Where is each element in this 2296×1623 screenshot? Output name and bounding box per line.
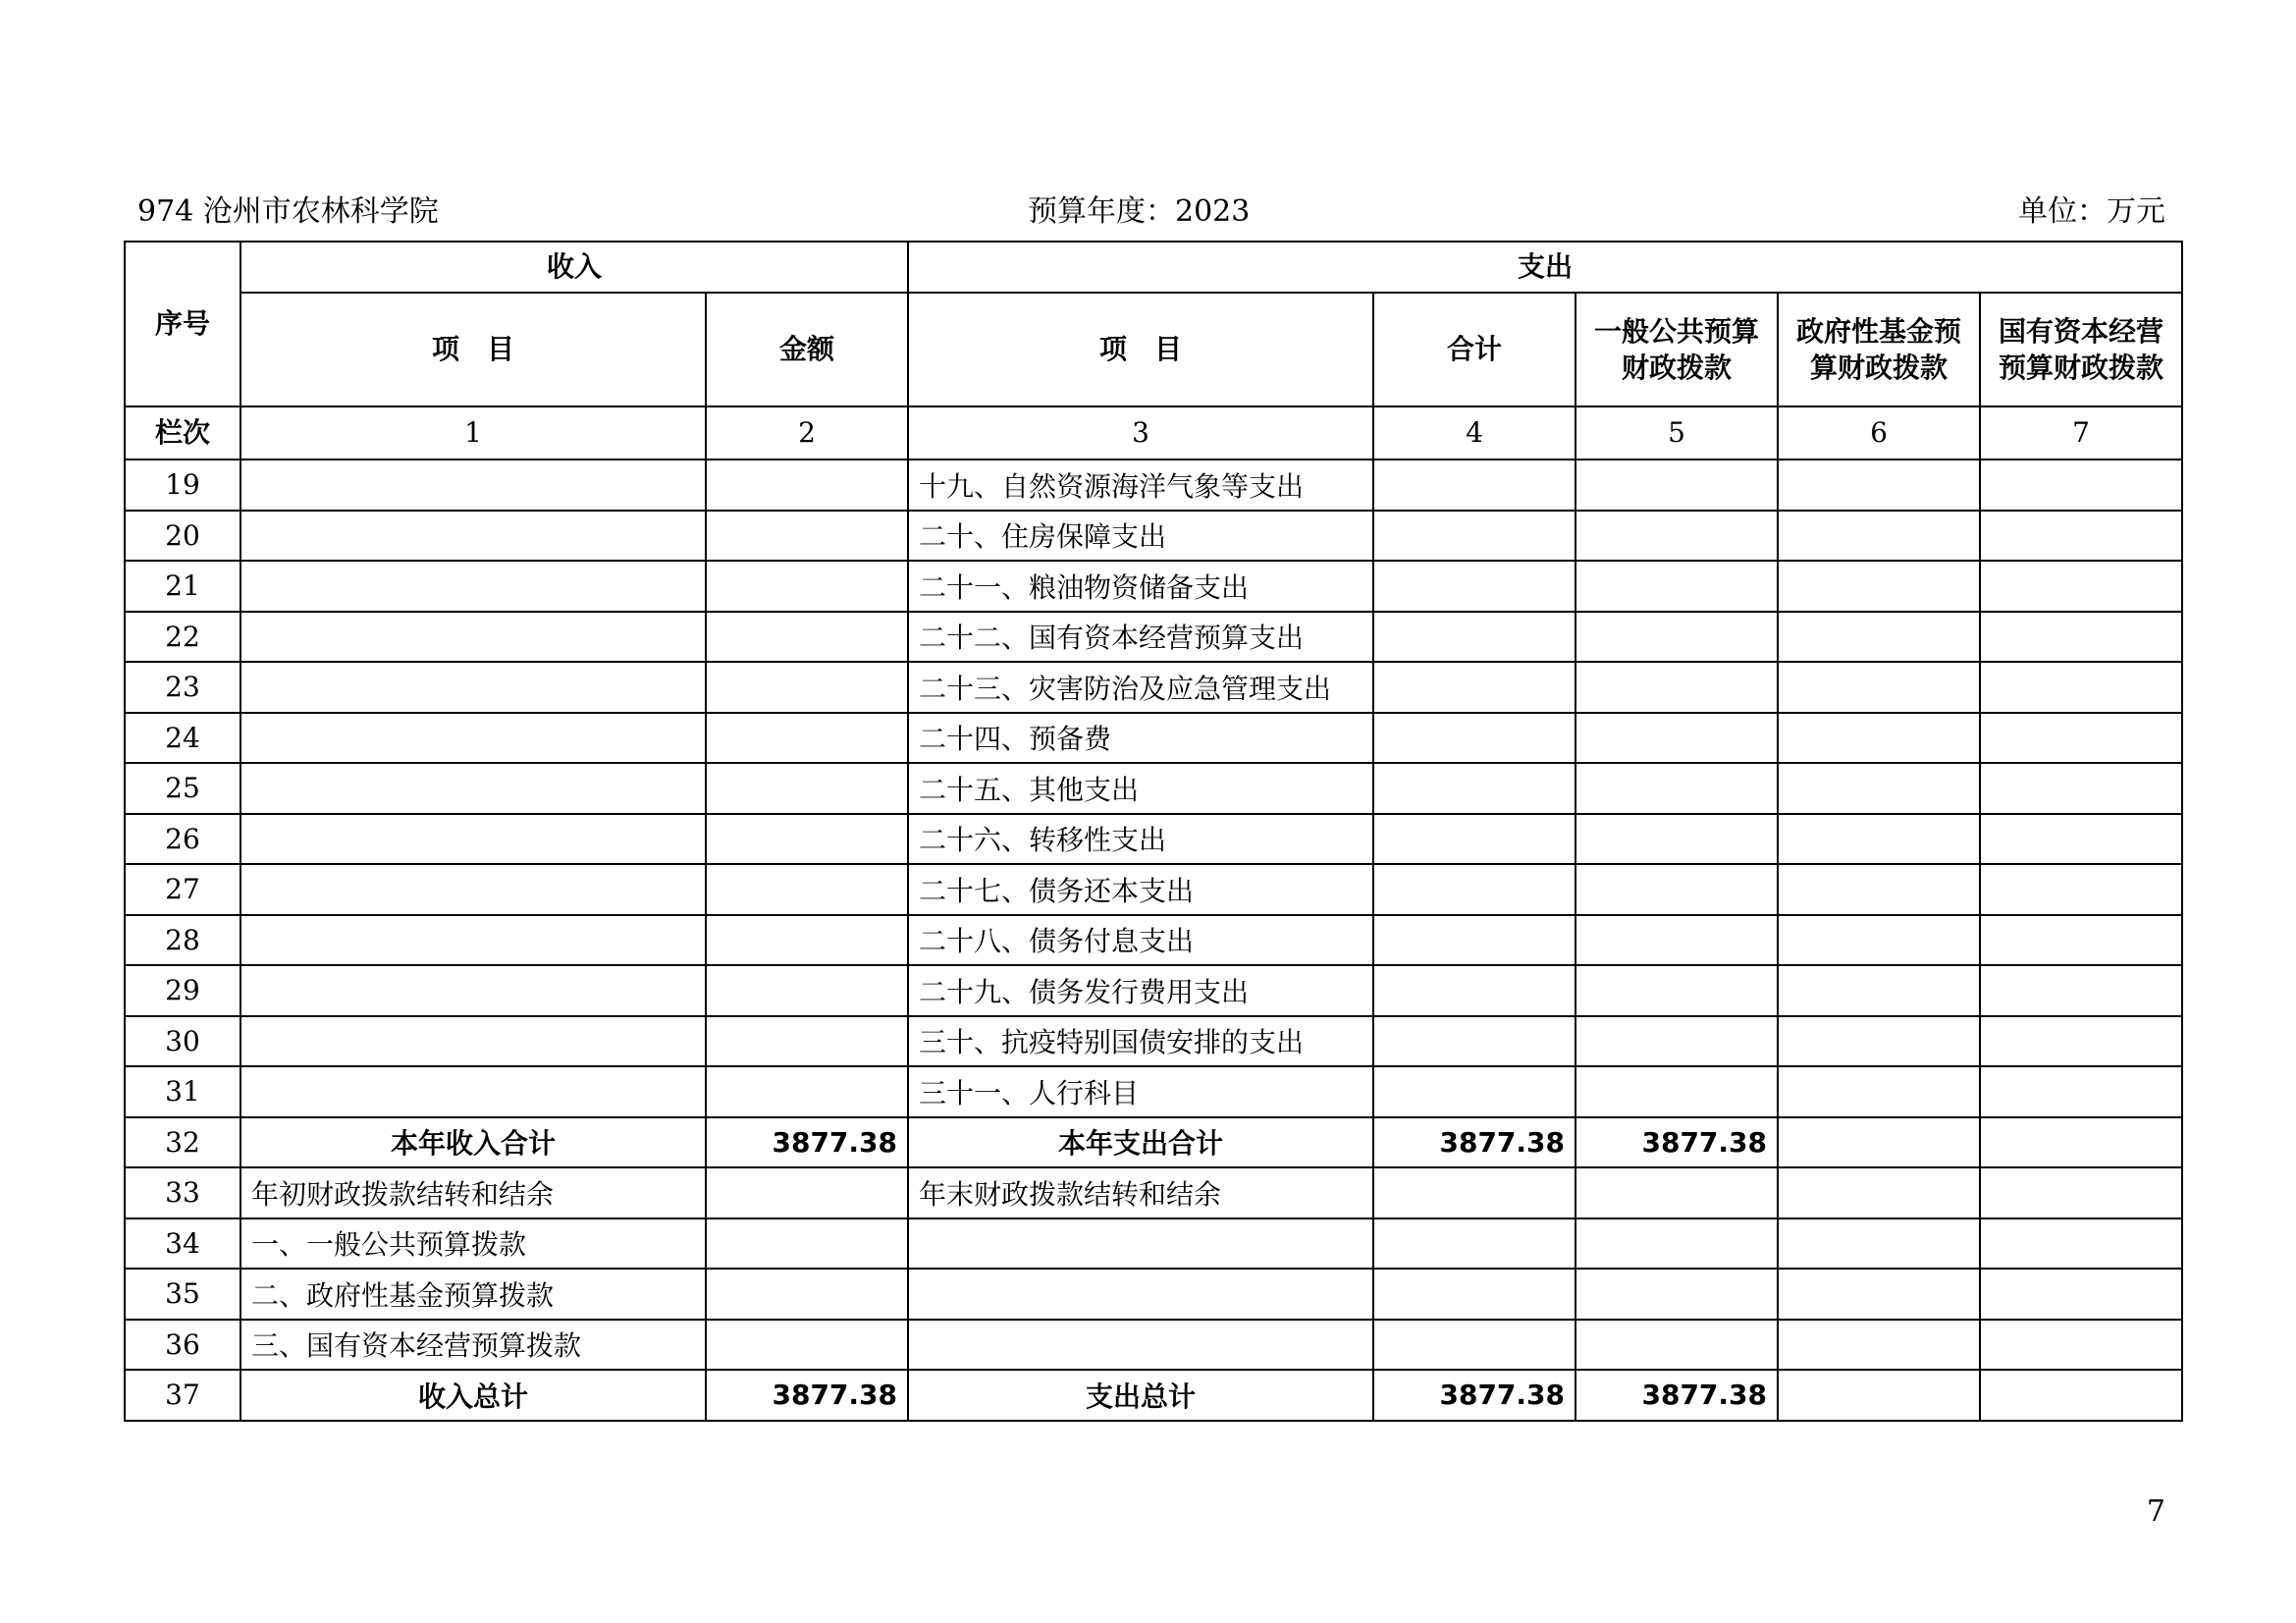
income-amount-cell (706, 1066, 908, 1117)
income-amount-cell: 3877.38 (706, 1370, 908, 1421)
expense-fund-cell (1778, 915, 1980, 966)
expense-item-cell: 十九、自然资源海洋气象等支出 (908, 460, 1373, 511)
income-item-cell: 三、国有资本经营预算拨款 (240, 1320, 706, 1371)
row-seq: 31 (125, 1066, 240, 1117)
expense-item-cell: 二十八、债务付息支出 (908, 915, 1373, 966)
expense-state-capital-header: 国有资本经营预算财政拨款 (1980, 293, 2182, 406)
expense-item-cell: 二十六、转移性支出 (908, 814, 1373, 865)
row-seq: 32 (125, 1117, 240, 1168)
expense-fund-cell (1778, 612, 1980, 663)
expense-general-cell (1575, 965, 1778, 1016)
income-amount-cell (706, 713, 908, 764)
income-item-cell (240, 814, 706, 865)
table-row (125, 662, 2182, 713)
expense-item-cell: 二十三、灾害防治及应急管理支出 (908, 662, 1373, 713)
expense-general-cell (1575, 511, 1778, 562)
expense-item-cell: 二十、住房保障支出 (908, 511, 1373, 562)
table-row (125, 561, 2182, 612)
expense-fund-cell (1778, 965, 1980, 1016)
row-seq: 35 (125, 1269, 240, 1320)
column-index: 2 (706, 406, 908, 460)
expense-total-cell (1373, 662, 1575, 713)
column-index: 7 (1980, 406, 2182, 460)
table-row (125, 1370, 2182, 1421)
expense-general-cell (1575, 1016, 1778, 1067)
table-row (125, 1218, 2182, 1270)
income-item-header: 项 目 (240, 293, 706, 406)
row-seq: 29 (125, 965, 240, 1016)
expense-state-capital-cell (1980, 713, 2182, 764)
row-seq: 27 (125, 864, 240, 915)
expense-total-cell (1373, 511, 1575, 562)
income-amount-cell (706, 1016, 908, 1067)
table-row (125, 612, 2182, 663)
income-item-cell (240, 965, 706, 1016)
income-item-cell: 本年收入合计 (240, 1117, 706, 1168)
expense-item-cell: 二十二、国有资本经营预算支出 (908, 612, 1373, 663)
expense-total-cell (1373, 965, 1575, 1016)
income-amount-cell (706, 1218, 908, 1270)
expense-state-capital-cell (1980, 662, 2182, 713)
expense-total-cell: 3877.38 (1373, 1117, 1575, 1168)
expense-fund-cell (1778, 1167, 1980, 1218)
row-seq: 19 (125, 460, 240, 511)
row-seq: 33 (125, 1167, 240, 1218)
expense-item-cell: 二十九、债务发行费用支出 (908, 965, 1373, 1016)
income-group-header: 收入 (240, 242, 908, 293)
income-amount-cell (706, 612, 908, 663)
expense-item-cell: 三十、抗疫特别国债安排的支出 (908, 1016, 1373, 1067)
income-amount-cell (706, 965, 908, 1016)
row-seq: 22 (125, 612, 240, 663)
expense-item-cell: 支出总计 (908, 1370, 1373, 1421)
expense-total-cell: 3877.38 (1373, 1370, 1575, 1421)
expense-general-cell (1575, 915, 1778, 966)
expense-general-cell (1575, 763, 1778, 814)
expense-item-cell (908, 1218, 1373, 1270)
expense-general-cell: 3877.38 (1575, 1117, 1778, 1168)
row-seq: 28 (125, 915, 240, 966)
income-item-cell (240, 713, 706, 764)
expense-fund-header: 政府性基金预算财政拨款 (1778, 293, 1980, 406)
expense-total-cell (1373, 612, 1575, 663)
expense-state-capital-cell (1980, 1016, 2182, 1067)
income-item-cell (240, 561, 706, 612)
expense-total-cell (1373, 713, 1575, 764)
row-seq: 21 (125, 561, 240, 612)
expense-state-capital-cell (1980, 460, 2182, 511)
expense-item-cell (908, 1320, 1373, 1371)
income-item-cell (240, 612, 706, 663)
expense-total-cell (1373, 814, 1575, 865)
income-amount-header: 金额 (706, 293, 908, 406)
income-item-cell: 一、一般公共预算拨款 (240, 1218, 706, 1270)
expense-general-cell (1575, 460, 1778, 511)
row-seq: 20 (125, 511, 240, 562)
income-item-cell (240, 763, 706, 814)
income-item-cell (240, 511, 706, 562)
expense-fund-cell (1778, 864, 1980, 915)
expense-state-capital-cell (1980, 1167, 2182, 1218)
income-amount-cell (706, 662, 908, 713)
expense-fund-cell (1778, 1269, 1980, 1320)
expense-fund-cell (1778, 662, 1980, 713)
expense-total-header: 合计 (1373, 293, 1575, 406)
expense-fund-cell (1778, 1117, 1980, 1168)
expense-state-capital-cell (1980, 1218, 2182, 1270)
expense-state-capital-cell (1980, 561, 2182, 612)
expense-total-cell (1373, 1066, 1575, 1117)
income-amount-cell (706, 561, 908, 612)
expense-total-cell (1373, 1320, 1575, 1371)
expense-state-capital-cell (1980, 1269, 2182, 1320)
expense-fund-cell (1778, 460, 1980, 511)
table-row (125, 1269, 2182, 1320)
column-index-label: 栏次 (125, 406, 240, 460)
table-row (125, 965, 2182, 1016)
expense-general-header: 一般公共预算财政拨款 (1575, 293, 1778, 406)
expense-general-cell (1575, 612, 1778, 663)
expense-item-header: 项 目 (908, 293, 1373, 406)
expense-item-cell: 三十一、人行科目 (908, 1066, 1373, 1117)
income-amount-cell (706, 915, 908, 966)
unit-label: 单位：万元 (2018, 194, 2165, 229)
income-amount-cell (706, 1320, 908, 1371)
table-row (125, 864, 2182, 915)
expense-item-cell: 二十一、粮油物资储备支出 (908, 561, 1373, 612)
expense-state-capital-cell (1980, 1066, 2182, 1117)
table-row (125, 814, 2182, 865)
expense-state-capital-cell (1980, 1320, 2182, 1371)
expense-state-capital-cell (1980, 814, 2182, 865)
row-seq: 24 (125, 713, 240, 764)
expense-fund-cell (1778, 1218, 1980, 1270)
page-number: 7 (2146, 1494, 2165, 1529)
expense-state-capital-cell (1980, 864, 2182, 915)
expense-total-cell (1373, 864, 1575, 915)
expense-general-cell (1575, 1218, 1778, 1270)
income-item-cell (240, 864, 706, 915)
income-item-cell: 年初财政拨款结转和结余 (240, 1167, 706, 1218)
expense-total-cell (1373, 1167, 1575, 1218)
expense-state-capital-cell (1980, 612, 2182, 663)
expense-group-header: 支出 (908, 242, 2182, 293)
expense-general-cell (1575, 561, 1778, 612)
expense-fund-cell (1778, 511, 1980, 562)
table-row (125, 1066, 2182, 1117)
expense-item-cell: 本年支出合计 (908, 1117, 1373, 1168)
expense-fund-cell (1778, 561, 1980, 612)
expense-fund-cell (1778, 1016, 1980, 1067)
column-index: 3 (908, 406, 1373, 460)
expense-state-capital-cell (1980, 1370, 2182, 1421)
table-row (125, 915, 2182, 966)
expense-total-cell (1373, 1269, 1575, 1320)
row-seq: 23 (125, 662, 240, 713)
expense-fund-cell (1778, 1370, 1980, 1421)
table-row (125, 1016, 2182, 1067)
expense-state-capital-cell (1980, 915, 2182, 966)
table-row (125, 460, 2182, 511)
expense-item-cell: 二十四、预备费 (908, 713, 1373, 764)
row-seq: 37 (125, 1370, 240, 1421)
table-row (125, 1320, 2182, 1371)
table-row (125, 1167, 2182, 1218)
income-item-cell (240, 662, 706, 713)
expense-total-cell (1373, 1016, 1575, 1067)
expense-general-cell: 3877.38 (1575, 1370, 1778, 1421)
expense-item-cell: 年末财政拨款结转和结余 (908, 1167, 1373, 1218)
expense-state-capital-cell (1980, 965, 2182, 1016)
table-row (125, 713, 2182, 764)
expense-general-cell (1575, 1320, 1778, 1371)
table-row (125, 511, 2182, 562)
expense-state-capital-cell (1980, 511, 2182, 562)
expense-item-cell: 二十七、债务还本支出 (908, 864, 1373, 915)
expense-state-capital-cell (1980, 763, 2182, 814)
column-index: 5 (1575, 406, 1778, 460)
income-item-cell (240, 915, 706, 966)
expense-total-cell (1373, 1218, 1575, 1270)
budget-table (124, 241, 2183, 1422)
column-index: 1 (240, 406, 706, 460)
expense-total-cell (1373, 561, 1575, 612)
income-amount-cell (706, 1167, 908, 1218)
expense-item-cell: 二十五、其他支出 (908, 763, 1373, 814)
expense-general-cell (1575, 713, 1778, 764)
expense-total-cell (1373, 460, 1575, 511)
income-item-cell (240, 1066, 706, 1117)
row-seq: 34 (125, 1218, 240, 1270)
income-amount-cell (706, 763, 908, 814)
income-item-cell (240, 1016, 706, 1067)
column-index: 6 (1778, 406, 1980, 460)
expense-general-cell (1575, 1269, 1778, 1320)
expense-general-cell (1575, 662, 1778, 713)
expense-total-cell (1373, 763, 1575, 814)
income-amount-cell (706, 1269, 908, 1320)
income-amount-cell (706, 460, 908, 511)
organization-name: 974 沧州市农林科学院 (137, 194, 439, 229)
row-seq: 25 (125, 763, 240, 814)
income-amount-cell (706, 864, 908, 915)
table-row (125, 1117, 2182, 1168)
row-seq: 30 (125, 1016, 240, 1067)
expense-general-cell (1575, 814, 1778, 865)
table-row (125, 763, 2182, 814)
expense-fund-cell (1778, 763, 1980, 814)
expense-item-cell (908, 1269, 1373, 1320)
expense-fund-cell (1778, 814, 1980, 865)
budget-year: 预算年度：2023 (1028, 194, 1251, 229)
income-amount-cell: 3877.38 (706, 1117, 908, 1168)
row-seq: 36 (125, 1320, 240, 1371)
income-item-cell: 二、政府性基金预算拨款 (240, 1269, 706, 1320)
income-amount-cell (706, 511, 908, 562)
expense-fund-cell (1778, 1320, 1980, 1371)
seq-header: 序号 (125, 242, 240, 406)
expense-fund-cell (1778, 1066, 1980, 1117)
income-item-cell: 收入总计 (240, 1370, 706, 1421)
income-item-cell (240, 460, 706, 511)
table-body (125, 460, 2182, 1421)
expense-general-cell (1575, 1167, 1778, 1218)
column-index: 4 (1373, 406, 1575, 460)
income-amount-cell (706, 814, 908, 865)
row-seq: 26 (125, 814, 240, 865)
expense-fund-cell (1778, 713, 1980, 764)
expense-general-cell (1575, 864, 1778, 915)
expense-state-capital-cell (1980, 1117, 2182, 1168)
expense-total-cell (1373, 915, 1575, 966)
expense-general-cell (1575, 1066, 1778, 1117)
